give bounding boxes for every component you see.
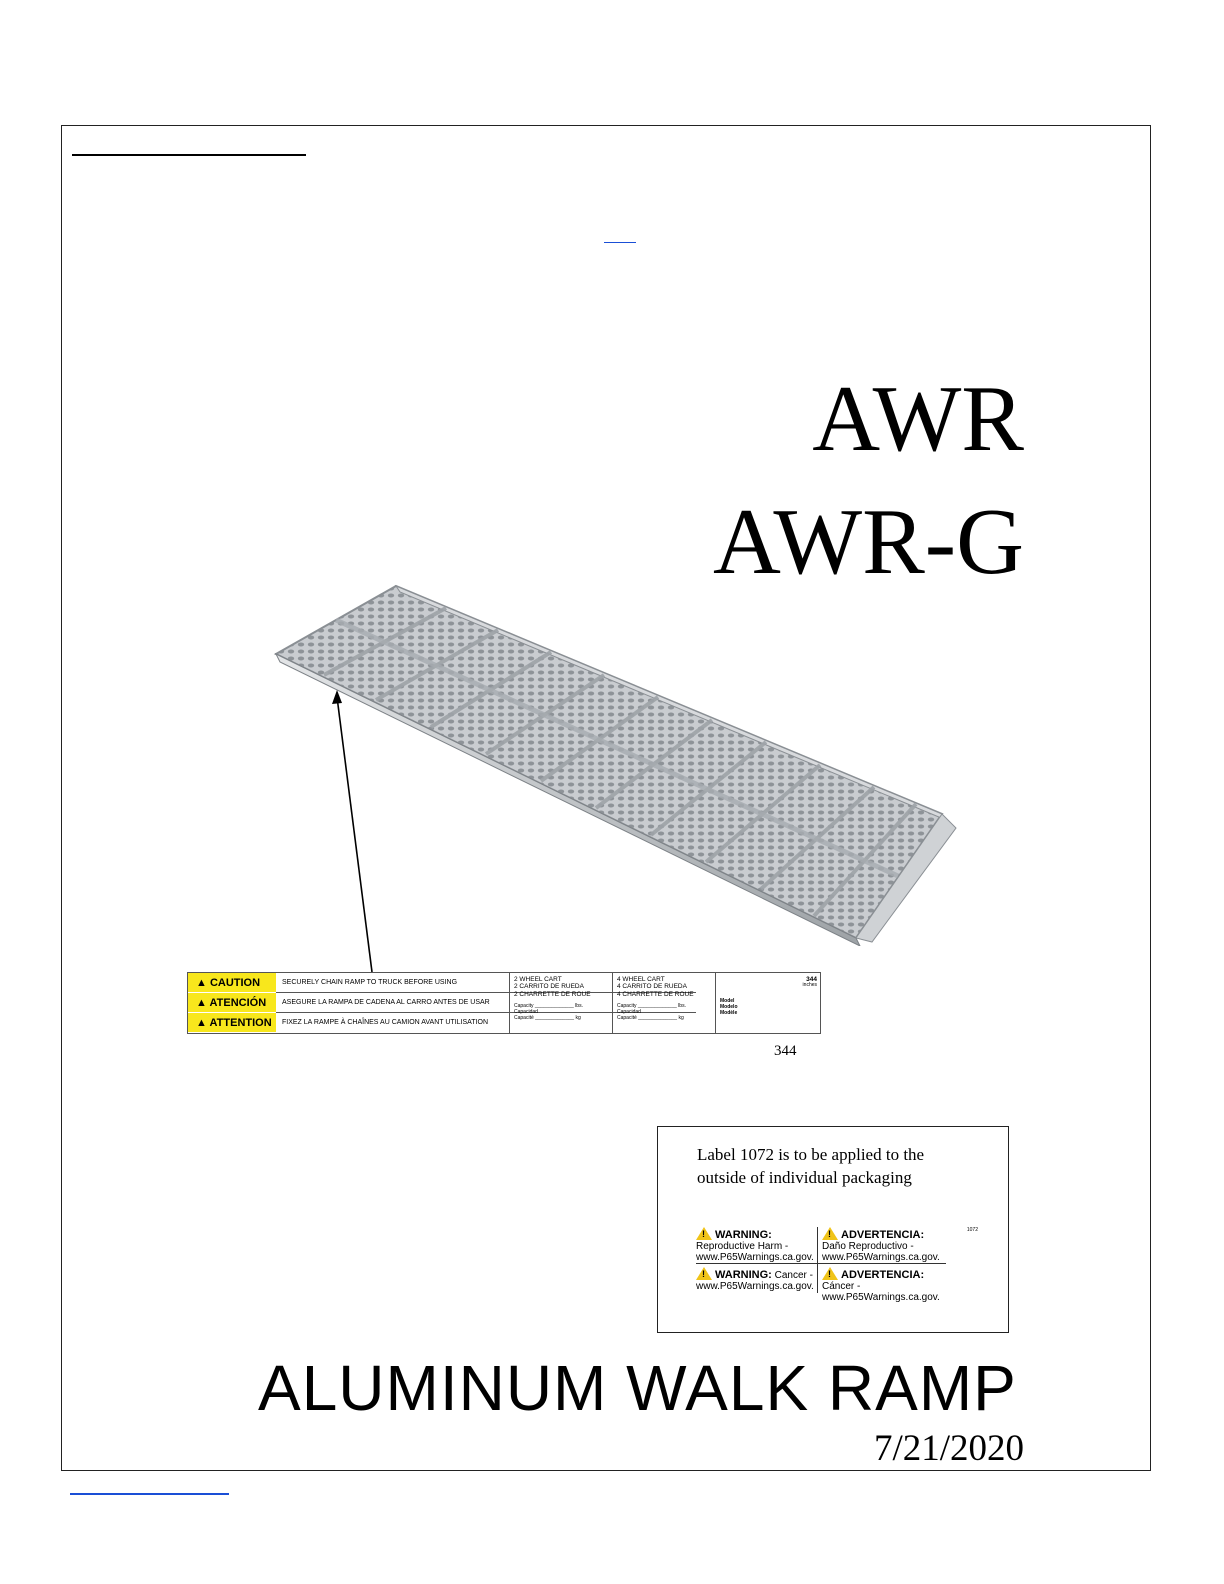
two-wheel-en: 2 WHEEL CART [514,976,562,983]
label-number: 344 [774,1043,797,1059]
model-title-primary: AWR [812,367,1024,471]
warning-triangle-icon [822,1227,838,1240]
four-wheel-es: 4 CARRITO DE RUEDA [617,983,687,991]
two-wheel-fr: 2 CHARRETTE DE ROUE [514,990,591,998]
kg-unit-4: kg [678,1014,684,1021]
packaging-note-box [657,1126,1009,1333]
message-en: SECURELY CHAIN RAMP TO TRUCK BEFORE USING [276,973,696,993]
capacity-es-4: Capacidad [617,1009,641,1016]
ramp-size: 344 [806,976,817,983]
model-field-es: Modelo [720,1003,738,1010]
capacity-fr-4: Capacité [617,1014,637,1021]
warning-triangle-icon [696,1267,712,1280]
warning-triangle-icon [822,1267,838,1280]
aluminum-ramp-illustration [266,578,962,946]
warning-triangle-icon [696,1227,712,1240]
model-title-secondary: AWR-G [713,490,1024,594]
model-field-fr: Modèle [720,1009,738,1016]
warning-title: ADVERTENCIA: [841,1269,925,1281]
two-wheel-cart-column: 2 WHEEL CART 2 CARRITO DE RUEDA 2 CHARRETTE DE ROUE Capacity ______________ lbs. Capacidad Capacité ______________ kg [509,973,612,1033]
lbs-unit-4: lbs. [678,1003,686,1010]
warning-reproductive-en [696,1227,818,1263]
capacity-es: Capacidad [514,1009,538,1016]
model-size-column [715,973,821,1033]
packaging-note-line2: outside of individual packaging [697,1168,912,1187]
warning-text: Reproductive Harm - www.P65Warnings.ca.gov. [696,1241,814,1263]
header-rule [72,154,306,156]
warning-cancer-en [696,1267,818,1292]
warning-text: Cáncer - www.P65Warnings.ca.gov. [822,1281,940,1303]
atencion-tag: ▲ ATENCIÓN [188,993,276,1013]
hyperlink-stub[interactable] [604,242,636,243]
attention-tag: ▲ ATTENTION [188,1013,276,1033]
ramp-size-unit: inches [802,982,817,989]
two-wheel-es: 2 CARRITO DE RUEDA [514,983,584,991]
caution-tag: ▲ CAUTION [188,973,276,993]
document-date: 7/21/2020 [873,1428,1024,1469]
label-code: 1072 [966,1227,978,1233]
footer-hyperlink[interactable] [70,1493,229,1495]
four-wheel-en: 4 WHEEL CART [617,976,665,983]
product-title: ALUMINUM WALK RAMP [258,1352,1017,1424]
warning-text: Cancer - www.P65Warnings.ca.gov. [696,1270,814,1292]
safety-label-344 [187,972,821,1034]
lbs-unit: lbs. [575,1003,583,1010]
kg-unit: kg [575,1014,581,1021]
packaging-note-line1: Label 1072 is to be applied to the [697,1145,925,1164]
packaging-note-text [697,1143,977,1189]
capacity-en: Capacity [514,1003,534,1010]
warning-reproductive-es [822,1227,944,1263]
warning-cancer-es [822,1267,944,1303]
capacity-en-4: Capacity [617,1003,637,1010]
four-wheel-cart-column: 4 WHEEL CART 4 CARRITO DE RUEDA 4 CHARRETTE DE ROUE Capacity ______________ lbs. Capacidad Capacité ______________ kg [612,973,715,1033]
model-field-en: Model [720,998,735,1005]
warning-title: WARNING: [715,1269,772,1281]
four-wheel-fr: 4 CHARRETTE DE ROUE [617,990,694,998]
horizontal-divider [696,1263,946,1264]
message-fr: FIXEZ LA RAMPE À CHAÎNES AU CAMION AVANT UTILISATION [282,1019,489,1026]
warning-title: ADVERTENCIA: [841,1229,925,1241]
warning-text: Daño Reproductivo - www.P65Warnings.ca.gov. [822,1241,940,1263]
capacity-fr: Capacité [514,1014,534,1021]
message-es: ASEGURE LA RAMPA DE CADENA AL CARRO ANTES DE USAR [276,993,696,1013]
warning-title: WARNING: [715,1229,772,1241]
